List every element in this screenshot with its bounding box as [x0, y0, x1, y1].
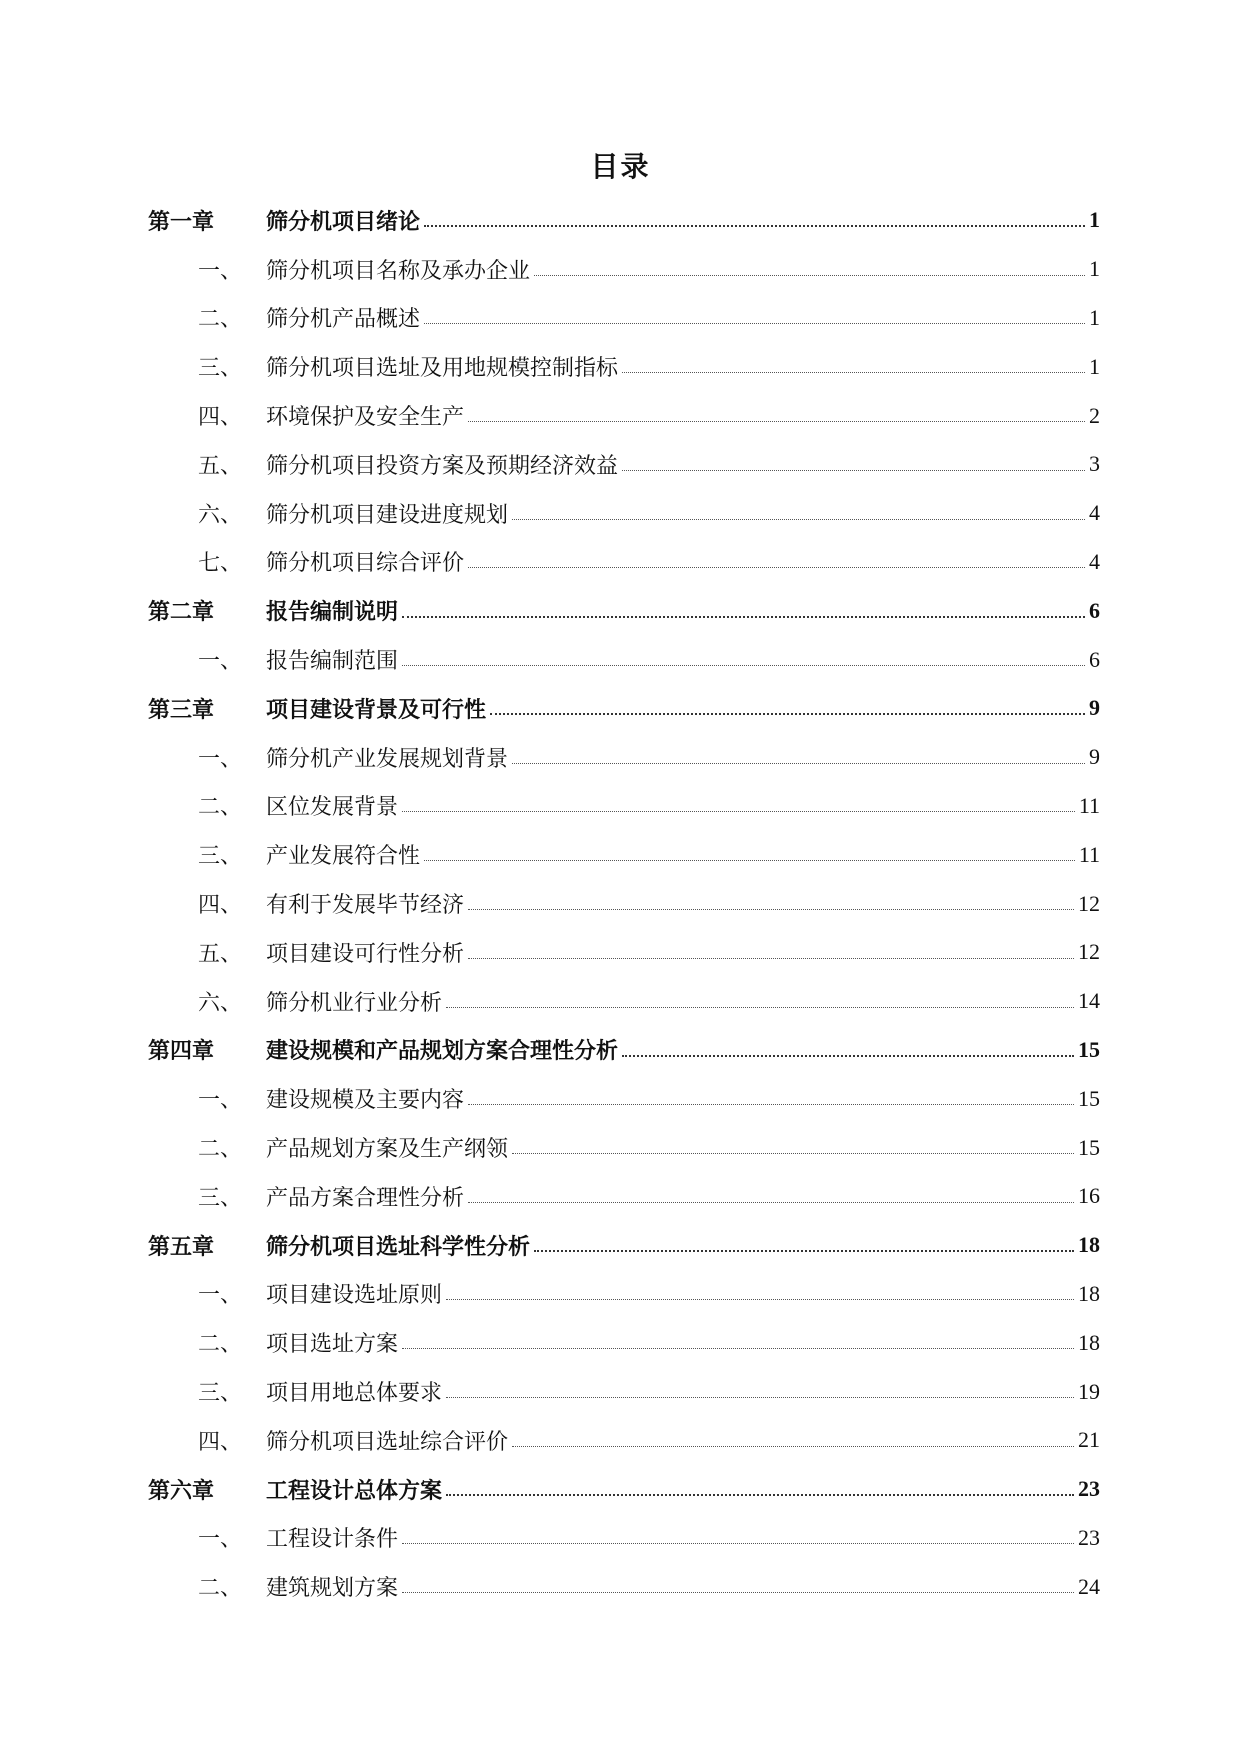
toc-chapter-entry[interactable]: [148, 1026, 1100, 1075]
dot-leader: [512, 1153, 1074, 1154]
toc-entry-title: 建设规模及主要内容: [266, 1088, 465, 1114]
toc-entry-title: 工程设计总体方案: [266, 1477, 443, 1504]
toc-entry-page-number: 23: [1078, 1476, 1100, 1502]
toc-chapter-entry[interactable]: [148, 1221, 1100, 1270]
toc-entry-title: 项目建设选址原则: [266, 1283, 443, 1309]
toc-section-entry[interactable]: [148, 1562, 1100, 1611]
toc-entry-number: 一、: [198, 649, 243, 675]
toc-entry-title: 项目建设背景及可行性: [266, 696, 487, 723]
toc-entry-number: 四、: [198, 405, 243, 431]
toc-entry-title: 项目建设可行性分析: [266, 941, 465, 967]
toc-section-entry[interactable]: [148, 538, 1100, 587]
toc-entry-title: 产业发展符合性: [266, 844, 421, 870]
toc-section-entry[interactable]: [148, 1318, 1100, 1367]
toc-section-entry[interactable]: [148, 440, 1100, 489]
toc-entry-number: 第一章: [148, 208, 215, 235]
toc-entry-page-number: 15: [1078, 1036, 1100, 1062]
toc-section-entry[interactable]: [148, 1367, 1100, 1416]
dot-leader: [402, 1348, 1074, 1349]
toc-entry-title: 筛分机产业发展规划背景: [266, 746, 509, 772]
toc-entry-page-number: 18: [1078, 1329, 1100, 1355]
dot-leader: [622, 1055, 1074, 1057]
dot-leader: [446, 1007, 1074, 1008]
toc-entry-page-number: 3: [1089, 451, 1100, 477]
toc-entry-title: 筛分机项目绪论: [266, 208, 421, 235]
dot-leader: [468, 567, 1085, 568]
toc-entry-page-number: 14: [1078, 988, 1100, 1014]
toc-entry-title: 筛分机项目选址科学性分析: [266, 1233, 531, 1260]
toc-section-entry[interactable]: [148, 245, 1100, 294]
toc-entry-title: 区位发展背景: [266, 795, 399, 821]
toc-section-entry[interactable]: [148, 1514, 1100, 1563]
toc-entry-page-number: 2: [1089, 402, 1100, 428]
toc-entry-number: 第二章: [148, 599, 215, 626]
dot-leader: [512, 1446, 1074, 1447]
dot-leader: [534, 275, 1085, 276]
toc-entry-title: 筛分机项目投资方案及预期经济效益: [266, 453, 619, 479]
toc-entry-number: 五、: [198, 453, 243, 479]
toc-section-entry[interactable]: [148, 782, 1100, 831]
dot-leader: [534, 1250, 1074, 1252]
page-title: 目录: [590, 150, 651, 183]
toc-entry-page-number: 1: [1089, 207, 1100, 233]
dot-leader: [468, 421, 1085, 422]
toc-entry-page-number: 12: [1078, 890, 1100, 916]
toc-section-entry[interactable]: [148, 1074, 1100, 1123]
dot-leader: [446, 1494, 1074, 1496]
dot-leader: [424, 860, 1075, 861]
toc-entry-page-number: 1: [1089, 304, 1100, 330]
dot-leader: [402, 616, 1085, 618]
toc-entry-title: 项目选址方案: [266, 1332, 399, 1358]
dot-leader: [468, 1104, 1074, 1105]
toc-entry-number: 四、: [198, 1429, 243, 1455]
toc-chapter-entry[interactable]: [148, 1465, 1100, 1514]
toc-entry-page-number: 11: [1078, 841, 1100, 867]
toc-entry-number: 一、: [198, 1527, 243, 1553]
toc-entry-title: 环境保护及安全生产: [266, 405, 465, 431]
toc-entry-number: 四、: [198, 893, 243, 919]
toc-entry-title: 建设规模和产品规划方案合理性分析: [266, 1038, 619, 1065]
toc-entry-page-number: 4: [1089, 548, 1100, 574]
toc-section-entry[interactable]: [148, 489, 1100, 538]
toc-entry-number: 三、: [198, 1185, 243, 1211]
toc-entry-page-number: 23: [1078, 1524, 1100, 1550]
toc-entry-page-number: 16: [1078, 1183, 1100, 1209]
toc-entry-page-number: 6: [1089, 597, 1100, 623]
toc-entry-page-number: 15: [1078, 1134, 1100, 1160]
dot-leader: [468, 958, 1074, 959]
toc-entry-title: 筛分机项目建设进度规划: [266, 502, 509, 528]
toc-entry-page-number: 15: [1078, 1085, 1100, 1111]
toc-entry-title: 报告编制说明: [266, 599, 399, 626]
toc-entry-title: 有利于发展毕节经济: [266, 893, 465, 919]
toc-entry-number: 二、: [198, 1576, 243, 1602]
toc-entry-title: 筛分机项目选址及用地规模控制指标: [266, 356, 619, 382]
dot-leader: [446, 1299, 1074, 1300]
toc-chapter-entry[interactable]: [148, 684, 1100, 733]
dot-leader: [622, 470, 1085, 471]
toc-section-entry[interactable]: [148, 342, 1100, 391]
toc-chapter-entry[interactable]: [148, 196, 1100, 245]
toc-entry-title: 产品规划方案及生产纲领: [266, 1137, 509, 1163]
toc-section-entry[interactable]: [148, 294, 1100, 343]
toc-entry-number: 二、: [198, 307, 243, 333]
toc-entry-page-number: 21: [1078, 1427, 1100, 1453]
toc-entry-title: 报告编制范围: [266, 649, 399, 675]
toc-entry-number: 一、: [198, 1283, 243, 1309]
toc-entry-page-number: 4: [1089, 500, 1100, 526]
toc-entry-number: 第三章: [148, 696, 215, 723]
toc-entry-number: 第四章: [148, 1038, 215, 1065]
toc-entry-page-number: 9: [1089, 744, 1100, 770]
dot-leader: [468, 1202, 1074, 1203]
toc-entry-number: 三、: [198, 844, 243, 870]
toc-entry-page-number: 18: [1078, 1280, 1100, 1306]
dot-leader: [446, 1397, 1074, 1398]
toc-entry-title: 筛分机业行业分析: [266, 990, 443, 1016]
toc-entry-title: 产品方案合理性分析: [266, 1185, 465, 1211]
dot-leader: [622, 372, 1085, 373]
toc-section-entry[interactable]: [148, 928, 1100, 977]
toc-entry-number: 七、: [198, 551, 243, 577]
toc-entry-page-number: 19: [1078, 1378, 1100, 1404]
dot-leader: [512, 519, 1085, 520]
toc-entry-page-number: 12: [1078, 939, 1100, 965]
toc-entry-title: 建筑规划方案: [266, 1576, 399, 1602]
toc-entry-number: 二、: [198, 1332, 243, 1358]
toc-section-entry[interactable]: [148, 391, 1100, 440]
toc-section-entry[interactable]: [148, 1270, 1100, 1319]
toc-entry-title: 工程设计条件: [266, 1527, 399, 1553]
dot-leader: [512, 763, 1085, 764]
toc-entry-page-number: 11: [1078, 792, 1100, 818]
toc-entry-number: 第五章: [148, 1233, 215, 1260]
toc-section-entry[interactable]: [148, 977, 1100, 1026]
toc-entry-page-number: 9: [1089, 695, 1100, 721]
toc-entry-page-number: 24: [1078, 1573, 1100, 1599]
toc-entry-number: 三、: [198, 1381, 243, 1407]
toc-entry-number: 一、: [198, 258, 243, 284]
toc-entry-page-number: 18: [1078, 1232, 1100, 1258]
toc-entry-number: 一、: [198, 1088, 243, 1114]
dot-leader: [468, 909, 1074, 910]
toc-section-entry[interactable]: [148, 1416, 1100, 1465]
toc-entry-number: 六、: [198, 502, 243, 528]
toc-section-entry[interactable]: [148, 635, 1100, 684]
toc-entry-page-number: 1: [1089, 256, 1100, 282]
dot-leader: [402, 1592, 1074, 1593]
toc-entry-page-number: 6: [1089, 646, 1100, 672]
toc-entry-title: 筛分机项目综合评价: [266, 551, 465, 577]
dot-leader: [424, 225, 1085, 227]
toc-entry-title: 筛分机产品概述: [266, 307, 421, 333]
toc-section-entry[interactable]: [148, 1123, 1100, 1172]
toc-entry-number: 第六章: [148, 1477, 215, 1504]
toc-entry-number: 一、: [198, 746, 243, 772]
toc-section-entry[interactable]: [148, 1172, 1100, 1221]
table-of-contents: [148, 196, 1100, 1611]
dot-leader: [402, 665, 1085, 666]
toc-chapter-entry[interactable]: [148, 586, 1100, 635]
dot-leader: [490, 713, 1085, 715]
toc-section-entry[interactable]: [148, 830, 1100, 879]
toc-entry-number: 二、: [198, 795, 243, 821]
toc-entry-title: 筛分机项目名称及承办企业: [266, 258, 531, 284]
toc-entry-number: 五、: [198, 941, 243, 967]
toc-entry-number: 三、: [198, 356, 243, 382]
dot-leader: [424, 323, 1085, 324]
dot-leader: [402, 811, 1075, 812]
dot-leader: [402, 1543, 1074, 1544]
toc-entry-number: 二、: [198, 1137, 243, 1163]
toc-entry-number: 六、: [198, 990, 243, 1016]
toc-entry-title: 项目用地总体要求: [266, 1381, 443, 1407]
toc-entry-title: 筛分机项目选址综合评价: [266, 1429, 509, 1455]
toc-section-entry[interactable]: [148, 733, 1100, 782]
toc-section-entry[interactable]: [148, 879, 1100, 928]
toc-entry-page-number: 1: [1089, 353, 1100, 379]
